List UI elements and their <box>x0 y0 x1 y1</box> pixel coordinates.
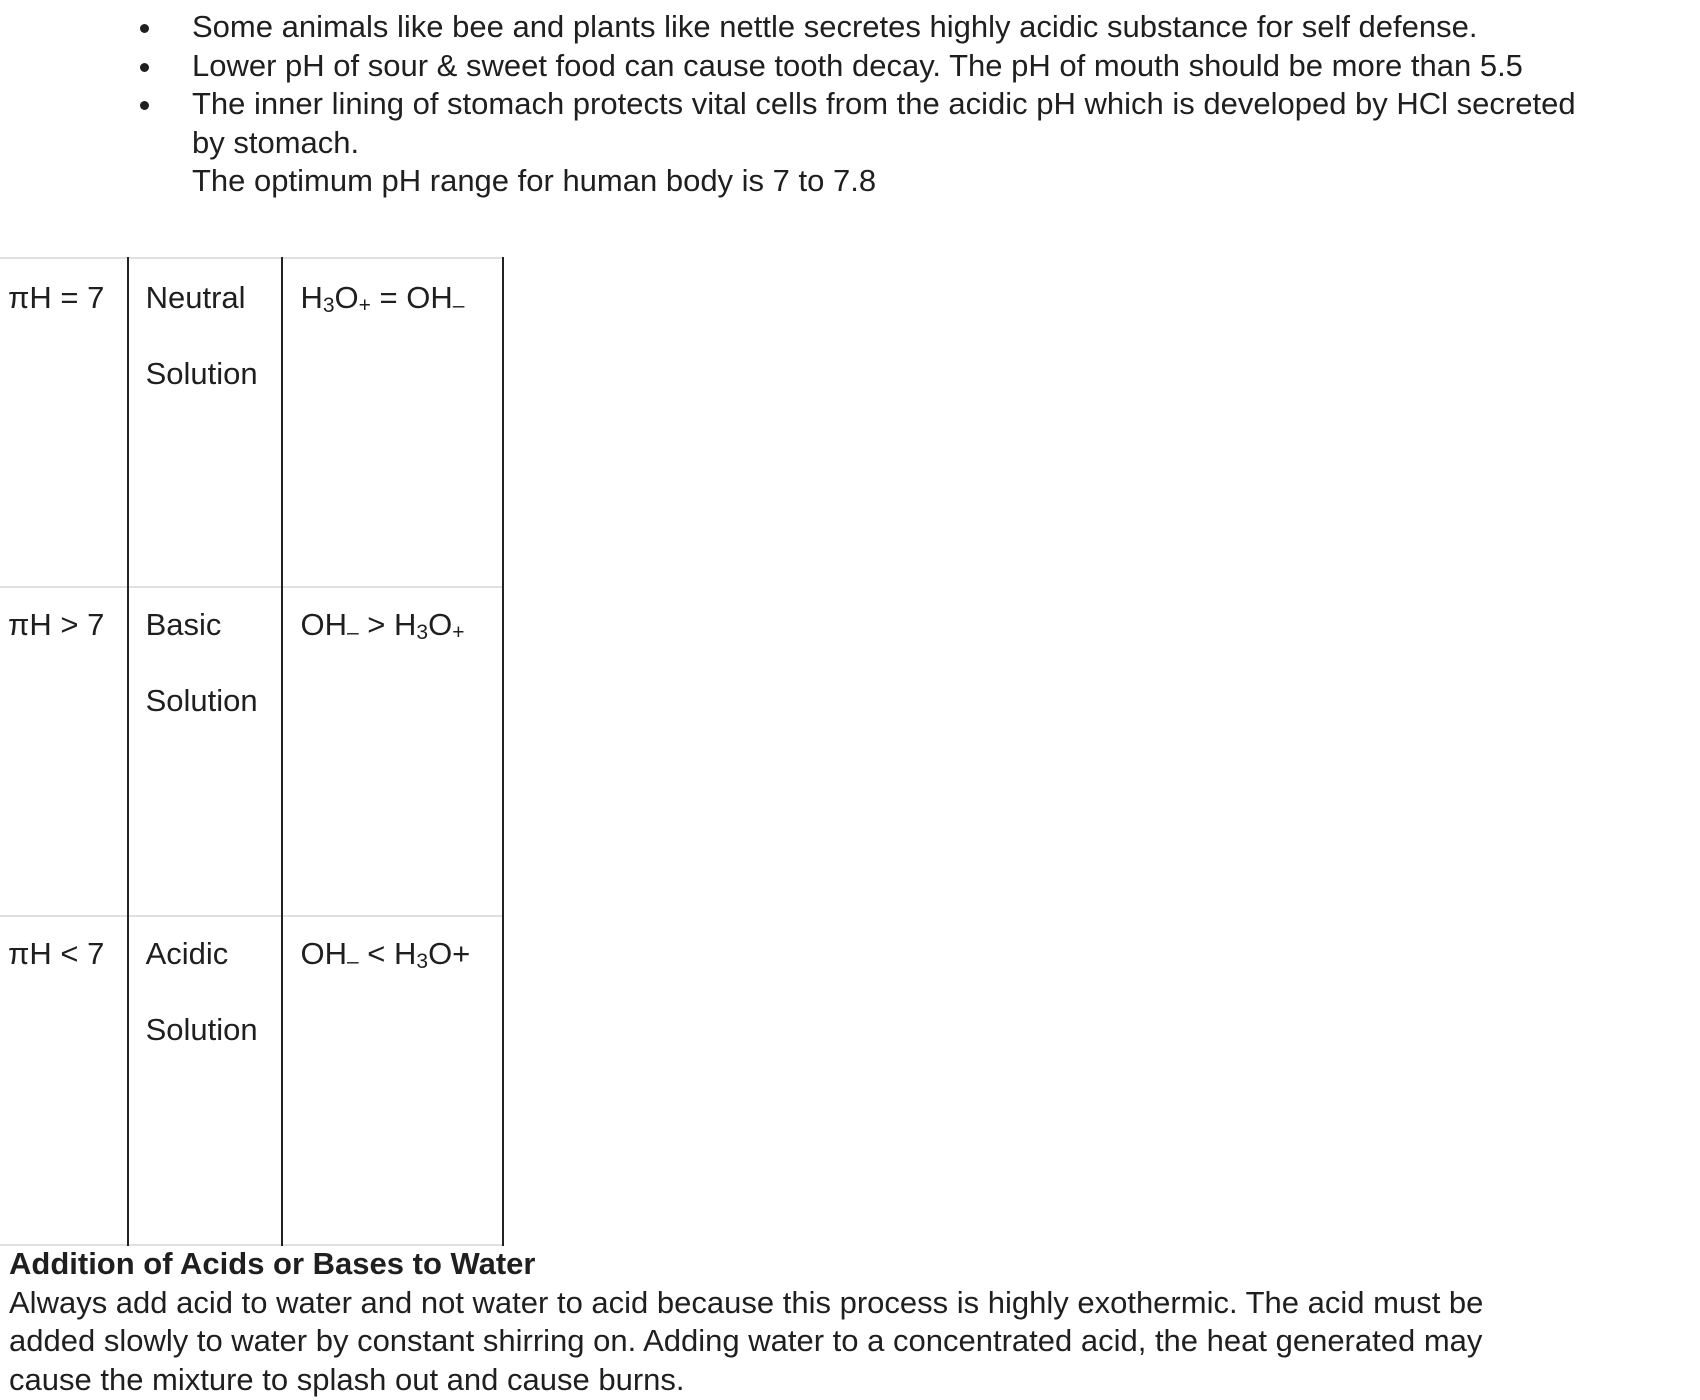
section-paragraph <box>9 1284 1649 1400</box>
solution-type-cell <box>128 916 283 1245</box>
ph-condition-cell: πH < 7 <box>8 936 105 971</box>
formula-subscript: 3 <box>416 621 429 644</box>
bullet-text-continued: by stomach. <box>192 124 360 160</box>
paragraph-line: added slowly to water by constant shirring on. Adding water to a concentrated acid, the heat generated may <box>9 1323 1483 1358</box>
formula-part: H <box>393 936 417 971</box>
solution-type-word: Neutral <box>145 280 246 315</box>
formula-superscript: + <box>452 621 465 644</box>
formula-part: H <box>393 607 417 642</box>
formula-superscript: + <box>358 294 371 317</box>
bullet-list <box>0 0 1700 201</box>
formula-part: O <box>428 607 453 642</box>
formula-operator: > <box>358 607 394 642</box>
formula-part: OH <box>300 607 347 642</box>
ion-relation-cell <box>282 587 503 916</box>
table-row <box>0 258 503 587</box>
solution-word: Solution <box>145 683 258 718</box>
bullet-text: The inner lining of stomach protects vital cells from the acidic pH which is developed by HCl secreted <box>192 86 1576 121</box>
formula-superscript: – <box>452 294 465 317</box>
ph-condition-cell: πH > 7 <box>8 607 105 642</box>
ph-condition-cell: πH = 7 <box>8 280 105 315</box>
formula-part: H <box>300 280 323 315</box>
table-row <box>0 587 503 916</box>
ion-relation-cell <box>282 916 503 1245</box>
paragraph-line: Always add acid to water and not water to acid because this process is highly exothermic. The acid must be <box>9 1284 1484 1320</box>
bullet-text: Lower pH of sour & sweet food can cause tooth decay. The pH of mouth should be more than 5.5 <box>192 47 1523 83</box>
formula-superscript: – <box>346 621 359 644</box>
formula-part: O <box>334 280 359 315</box>
formula-part: OH <box>406 280 453 315</box>
bullet-item <box>0 85 1700 201</box>
bullet-item <box>0 8 1700 47</box>
formula-subscript: 3 <box>416 950 429 973</box>
formula-superscript: – <box>346 950 359 973</box>
formula-operator: < <box>358 936 394 971</box>
bullet-item <box>0 47 1700 86</box>
optimum-ph-note: The optimum pH range for human body is 7 to 7.8 <box>192 163 877 198</box>
ion-relation-cell <box>282 258 503 587</box>
paragraph-line: cause the mixture to splash out and cause burns. <box>9 1361 685 1397</box>
solution-word: Solution <box>145 1012 258 1047</box>
solution-type-word: Acidic <box>145 936 229 971</box>
solution-type-cell <box>128 258 283 587</box>
solution-type-word: Basic <box>145 607 222 642</box>
ph-table <box>0 257 504 1246</box>
solution-word: Solution <box>145 356 258 391</box>
formula-part: O+ <box>428 936 471 971</box>
bullet-text: Some animals like bee and plants like nettle secretes highly acidic substance for self defense. <box>192 9 1478 44</box>
formula-operator: = <box>370 280 407 315</box>
acid-addition-section <box>9 1245 1689 1399</box>
solution-type-cell <box>128 587 283 916</box>
formula-part: OH <box>300 936 347 971</box>
table-row <box>0 916 503 1245</box>
section-heading: Addition of Acids or Bases to Water <box>9 1246 536 1281</box>
formula-subscript: 3 <box>322 294 335 317</box>
